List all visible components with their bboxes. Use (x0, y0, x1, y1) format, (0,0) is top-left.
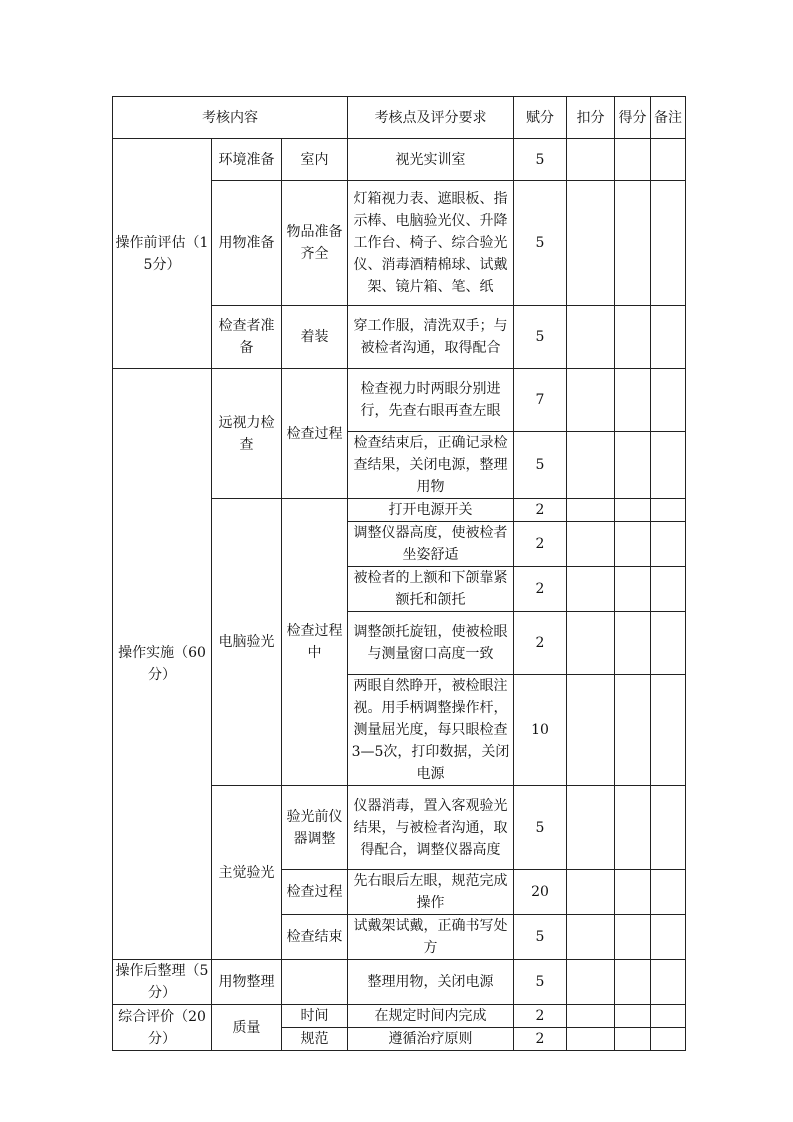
table-row (113, 1005, 686, 1028)
category-cell: 环境准备 (212, 139, 282, 181)
subitem-cell: 验光前仪器调整 (282, 786, 348, 870)
requirement-cell: 穿工作服，清洗双手；与被检者沟通，取得配合 (348, 306, 514, 369)
requirement-cell: 被检者的上额和下颌靠紧额托和颌托 (348, 567, 514, 612)
obtained-cell (615, 139, 651, 181)
obtained-cell (615, 1005, 651, 1028)
requirement-cell: 两眼自然睁开，被检眼注视。用手柄调整操作杆，测量屈光度，每只眼检查3—5次，打印数据，关闭电源 (348, 675, 514, 786)
remark-cell (651, 181, 686, 306)
header-points: 考核点及评分要求 (348, 97, 514, 139)
category-cell: 质量 (212, 1005, 282, 1051)
remark-cell (651, 915, 686, 960)
category-cell: 用物准备 (212, 181, 282, 306)
header-content: 考核内容 (113, 97, 348, 139)
deduct-cell (567, 522, 615, 567)
remark-cell (651, 567, 686, 612)
requirement-cell: 视光实训室 (348, 139, 514, 181)
requirement-cell: 在规定时间内完成 (348, 1005, 514, 1028)
deduct-cell (567, 870, 615, 915)
subitem-cell: 检查结束 (282, 915, 348, 960)
table-row (113, 139, 686, 181)
score-cell: 5 (514, 786, 567, 870)
deduct-cell (567, 960, 615, 1005)
requirement-cell: 试戴架试戴，正确书写处方 (348, 915, 514, 960)
requirement-cell: 调整仪器高度，使被检者坐姿舒适 (348, 522, 514, 567)
header-score: 赋分 (514, 97, 567, 139)
subitem-cell: 检查过程 (282, 870, 348, 915)
category-cell: 电脑验光 (212, 499, 282, 786)
obtained-cell (615, 915, 651, 960)
subitem-cell: 检查过程 (282, 369, 348, 499)
score-cell: 2 (514, 612, 567, 675)
header-remark: 备注 (651, 97, 686, 139)
deduct-cell (567, 786, 615, 870)
requirement-cell: 检查结束后，正确记录检查结果，关闭电源，整理用物 (348, 432, 514, 499)
deduct-cell (567, 915, 615, 960)
remark-cell (651, 499, 686, 522)
deduct-cell (567, 567, 615, 612)
obtained-cell (615, 369, 651, 432)
obtained-cell (615, 522, 651, 567)
obtained-cell (615, 306, 651, 369)
table-row (113, 369, 686, 432)
remark-cell (651, 870, 686, 915)
score-cell: 2 (514, 522, 567, 567)
remark-cell (651, 522, 686, 567)
section-label-impl: 操作实施（60分） (113, 369, 212, 960)
obtained-cell (615, 612, 651, 675)
obtained-cell (615, 567, 651, 612)
remark-cell (651, 369, 686, 432)
deduct-cell (567, 181, 615, 306)
deduct-cell (567, 139, 615, 181)
header-row (113, 97, 686, 139)
score-cell: 2 (514, 499, 567, 522)
deduct-cell (567, 1028, 615, 1051)
header-obtained: 得分 (615, 97, 651, 139)
obtained-cell (615, 181, 651, 306)
score-cell: 2 (514, 1005, 567, 1028)
section-label-pre: 操作前评估（15分） (113, 139, 212, 369)
category-cell: 用物整理 (212, 960, 282, 1005)
scoring-table (112, 96, 686, 1051)
score-cell: 10 (514, 675, 567, 786)
remark-cell (651, 432, 686, 499)
obtained-cell (615, 432, 651, 499)
deduct-cell (567, 499, 615, 522)
score-cell: 5 (514, 960, 567, 1005)
remark-cell (651, 1028, 686, 1051)
score-cell: 5 (514, 432, 567, 499)
subitem-cell (282, 960, 348, 1005)
obtained-cell (615, 499, 651, 522)
obtained-cell (615, 1028, 651, 1051)
score-cell: 5 (514, 915, 567, 960)
remark-cell (651, 1005, 686, 1028)
requirement-cell: 调整颌托旋钮，使被检眼与测量窗口高度一致 (348, 612, 514, 675)
subitem-cell: 物品准备齐全 (282, 181, 348, 306)
score-cell: 2 (514, 1028, 567, 1051)
requirement-cell: 先右眼后左眼，规范完成操作 (348, 870, 514, 915)
deduct-cell (567, 432, 615, 499)
requirement-cell: 灯箱视力表、遮眼板、指示棒、电脑验光仪、升降工作台、椅子、综合验光仪、消毒酒精棉球、试戴架、镜片箱、笔、纸 (348, 181, 514, 306)
obtained-cell (615, 870, 651, 915)
category-cell: 检查者准备 (212, 306, 282, 369)
obtained-cell (615, 675, 651, 786)
remark-cell (651, 139, 686, 181)
deduct-cell (567, 306, 615, 369)
deduct-cell (567, 675, 615, 786)
header-deduct: 扣分 (567, 97, 615, 139)
remark-cell (651, 960, 686, 1005)
remark-cell (651, 675, 686, 786)
deduct-cell (567, 1005, 615, 1028)
remark-cell (651, 786, 686, 870)
requirement-cell: 仪器消毒，置入客观验光结果，与被检者沟通，取得配合，调整仪器高度 (348, 786, 514, 870)
requirement-cell: 检查视力时两眼分别进行，先查右眼再查左眼 (348, 369, 514, 432)
section-label-post: 操作后整理（5分） (113, 960, 212, 1005)
subitem-cell: 室内 (282, 139, 348, 181)
table-row (113, 960, 686, 1005)
deduct-cell (567, 612, 615, 675)
remark-cell (651, 306, 686, 369)
obtained-cell (615, 786, 651, 870)
obtained-cell (615, 960, 651, 1005)
score-cell: 20 (514, 870, 567, 915)
requirement-cell: 打开电源开关 (348, 499, 514, 522)
score-cell: 5 (514, 139, 567, 181)
score-cell: 5 (514, 181, 567, 306)
subitem-cell: 时间 (282, 1005, 348, 1028)
subitem-cell: 规范 (282, 1028, 348, 1051)
category-cell: 远视力检查 (212, 369, 282, 499)
requirement-cell: 整理用物，关闭电源 (348, 960, 514, 1005)
subitem-cell: 检查过程中 (282, 499, 348, 786)
section-label-eval: 综合评价（20分） (113, 1005, 212, 1051)
score-cell: 7 (514, 369, 567, 432)
score-cell: 2 (514, 567, 567, 612)
score-cell: 5 (514, 306, 567, 369)
remark-cell (651, 612, 686, 675)
category-cell: 主觉验光 (212, 786, 282, 960)
subitem-cell: 着装 (282, 306, 348, 369)
deduct-cell (567, 369, 615, 432)
requirement-cell: 遵循治疗原则 (348, 1028, 514, 1051)
